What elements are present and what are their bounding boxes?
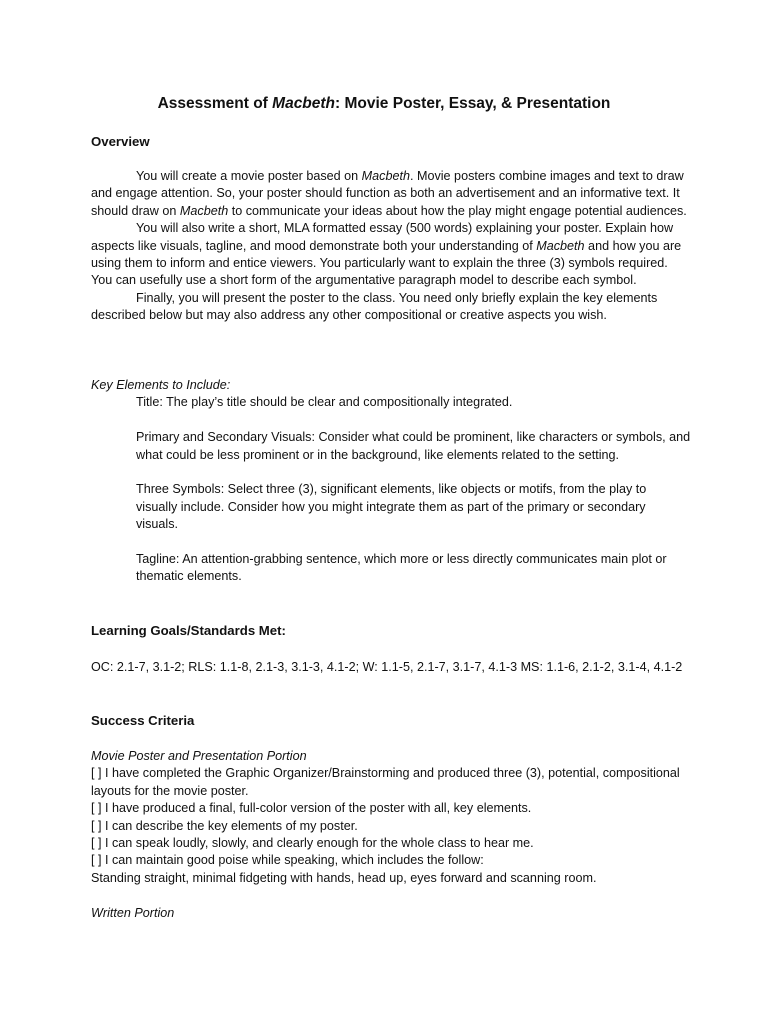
title-italic-macbeth: Macbeth (272, 95, 336, 112)
overview-paragraph-3: Finally, you will present the poster to the class. You need only briefly explain the key elements described below but may also address any other compositional or creative aspects you wish. (91, 290, 658, 323)
criteria-item: [ ] I can maintain good poise while speaking, which includes the follow: (91, 853, 484, 868)
key-element-item: Three Symbols: Select three (3), significant elements, like objects or motifs, from the play to visually include. Consider how you might integrate them as part of the primary or secondary visuals. (136, 482, 647, 532)
learning-goals-section (91, 622, 691, 639)
spacer (91, 464, 691, 481)
key-element-item: Tagline: An attention-grabbing sentence, which more or less directly communicates main plot or thematic elements. (136, 552, 667, 584)
criteria-item: [ ] I can describe the key elements of my poster. (91, 818, 358, 833)
overview-p1-macbeth-2: Macbeth (179, 203, 229, 218)
overview-body (91, 168, 691, 325)
overview-paragraph-2 (91, 220, 691, 290)
learning-goals-text: OC: 2.1-7, 3.1-2; RLS: 1.1-8, 2.1-3, 3.1-3, 4.1-2; W: 1.1-5, 2.1-7, 3.1-7, 4.1-3 MS: 1.1-6, 2.1-2, 3.1-4, 4.1-2 (91, 660, 683, 674)
overview-paragraph-1 (91, 168, 691, 220)
success-criteria-heading: Success Criteria (91, 713, 195, 728)
criteria-item: [ ] I have produced a final, full-color version of the poster with all, key elements. (91, 801, 532, 816)
overview-section (91, 133, 691, 150)
poster-portion-heading: Movie Poster and Presentation Portion (91, 749, 307, 763)
criteria-item: Standing straight, minimal fidgeting with hands, head up, eyes forward and scanning room. (91, 870, 597, 885)
spacer (91, 534, 691, 551)
title-prefix: Assessment of (157, 95, 273, 112)
criteria-item: [ ] I have completed the Graphic Organizer/Brainstorming and produced three (3), potential, compositional layouts for the movie poster. (91, 766, 680, 798)
key-element-item: Title: The play’s title should be clear and compositionally integrated. (136, 395, 513, 410)
spacer (91, 887, 691, 904)
overview-p1-macbeth-1: Macbeth (361, 169, 410, 183)
success-criteria-section (91, 712, 691, 729)
key-elements-section (91, 377, 691, 586)
success-criteria-body (91, 748, 691, 922)
criteria-item: [ ] I can speak loudly, slowly, and clearly enough for the whole class to hear me. (91, 836, 534, 851)
learning-goals-heading: Learning Goals/Standards Met: (91, 623, 286, 638)
overview-p2-text-a: You will also write a short, MLA formatted essay (500 words) explaining your poster. Explain how aspects like visuals, tagline, and mood demonstrate both your understanding of (91, 221, 674, 253)
written-portion-heading: Written Portion (91, 905, 175, 920)
key-elements-heading: Key Elements to Include: (91, 378, 231, 392)
overview-p1-text-e: to communicate your ideas about how the play might engage potential audiences. (228, 203, 687, 218)
document-title (0, 93, 768, 115)
overview-p2-macbeth: Macbeth (536, 238, 585, 253)
overview-p1-text-c: . Movie posters combine images and text to draw and engage attention. So, your poster should function as both an advertisement and an informative text. It should draw on (91, 169, 684, 218)
spacer (91, 412, 691, 429)
key-element-item: Primary and Secondary Visuals: Consider what could be prominent, like characters or symbols, and what could be less prominent or in the background, like elements related to the setting. (136, 430, 691, 462)
overview-heading: Overview (91, 134, 150, 149)
title-suffix: : Movie Poster, Essay, & Presentation (335, 95, 611, 112)
overview-p2-text-c: and how you are using them to inform and entice viewers. You particularly want to explain the three (3) symbols required. You can usefully use a short form of the argumentative paragraph model to describe each symbol. (91, 238, 682, 288)
overview-p1-text-a: You will create a movie poster based on (136, 169, 362, 183)
